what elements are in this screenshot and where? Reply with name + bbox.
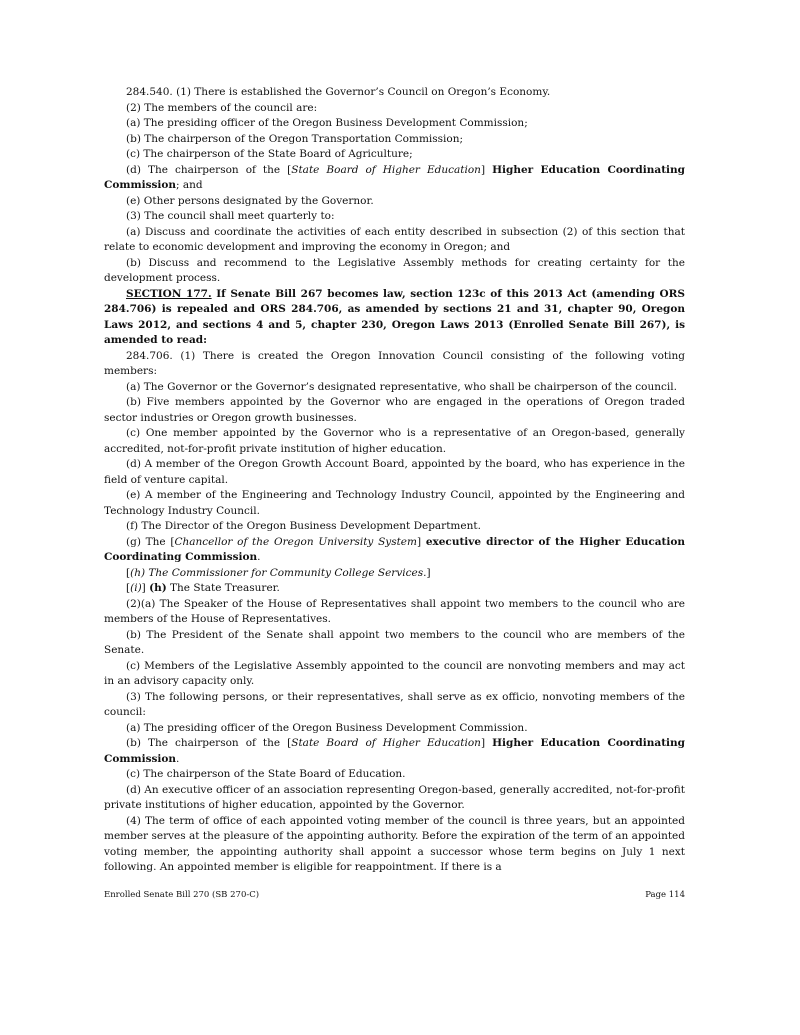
paragraph [104,736,685,767]
paragraph [104,194,685,210]
page-footer [104,890,685,904]
text-run: (a) The presiding officer of the Oregon Business Development Commission; [126,117,528,129]
text-run: (e) A member of the Engineering and Technology Industry Council, appointed by the Engineering and Technology Industry Council. [104,489,685,517]
text-run: ] [426,566,431,579]
text-run: Higher Education Coordinating Commission [104,163,686,191]
text-run: ] [141,582,150,594]
text-run: ] [480,163,493,176]
paragraph [104,519,685,535]
paragraph [104,209,685,225]
paragraph [104,101,685,117]
text-run: . [176,752,180,765]
paragraph [104,225,685,256]
text-run: . [257,551,261,563]
paragraph [104,132,685,148]
text-run: (a) Discuss and coordinate the activities of each entity described in subsection (2) of this section that relate to economic development and improving the economy in Oregon; and [104,225,685,253]
paragraph [104,395,685,426]
text-run: (b) The chairperson of the Oregon Transportation Commission; [126,132,464,145]
text-run: executive director of the Higher Education Coordinating Commission [104,535,686,563]
paragraph [104,659,685,690]
paragraph [104,426,685,457]
paragraph [104,566,685,582]
paragraph [104,256,685,287]
text-run: (c) The chairperson of the State Board of Education. [126,768,406,780]
text-run: [ [126,582,131,594]
text-run: State Board of Higher Education [291,163,481,176]
text-run: (b) The chairperson of the [ [126,737,292,749]
text-run: (e) Other persons designated by the Governor. [126,194,374,207]
text-run: (b) Five members appointed by the Governor who are engaged in the operations of Oregon traded sector industries or Oregon growth businesses. [104,396,685,424]
text-run: ] [416,535,426,548]
paragraph [104,457,685,488]
footer-page-number: Page 114 [645,890,685,900]
text-run: State Board of Higher Education [291,737,481,749]
text-run: (4) The term of office of each appointed voting member of the council is three years, but an appointed member serves at the pleasure of the appointing authority. Before the expiration of the term of an appointed voting member, the appointing authority shall appoint a successor whose term begins on July 1 next following. An appointed member is eligible for reappointment. If there is a [104,814,685,873]
text-run: (b) Discuss and recommend to the Legislative Assembly methods for creating certainty for the development process. [104,256,685,284]
text-run: (d) A member of the Oregon Growth Account Board, appointed by the board, who has experience in the field of venture capital. [104,458,685,486]
text-run: (2) The members of the council are: [126,101,318,114]
text-run: (d) The chairperson of the [ [126,163,292,176]
text-run: ] [480,737,493,749]
text-run: (h) The Commissioner for Community College Services. [130,566,427,579]
paragraph [104,767,685,783]
paragraph [104,380,685,396]
paragraph [104,147,685,163]
text-run: (3) The council shall meet quarterly to: [126,210,335,222]
text-run: (2)(a) The Speaker of the House of Representatives shall appoint two members to the council who are members of the House of Representatives. [104,597,685,625]
text-run: (b) The President of the Senate shall appoint two members to the council who are members of the Senate. [104,628,685,656]
text-run: (c) One member appointed by the Governor who is a representative of an Oregon-based, generally accredited, not-for-profit private institution of higher education. [104,427,685,455]
text-run: (g) The [ [126,535,175,548]
paragraph [104,597,685,628]
paragraph [104,581,685,597]
text-run: (d) An executive officer of an association representing Oregon-based, generally accredited, not-for-profit private institutions of higher education, appointed by the Governor. [104,783,685,811]
paragraph [104,535,685,566]
text-run: (c) The chairperson of the State Board of Agriculture; [126,148,413,160]
paragraph [104,814,685,876]
text-run: 284.540. (1) There is established the Governor’s Council on Oregon’s Economy. [126,86,551,98]
paragraph [104,163,685,194]
text-run: (c) Members of the Legislative Assembly appointed to the council are nonvoting members and may act in an advisory capacity only. [104,659,685,687]
text-run: 284.706. (1) There is created the Oregon Innovation Council consisting of the following voting members: [104,349,685,377]
text-run: (a) The presiding officer of the Oregon Business Development Commission. [126,721,528,734]
text-run: (i) [130,582,142,594]
paragraph [104,85,685,101]
paragraph [104,488,685,519]
text-run: The State Treasurer. [166,582,280,594]
text-run: [ [126,566,131,579]
text-run: (h) [149,582,167,594]
text-run: SECTION 177. [126,287,212,300]
paragraph [104,287,685,349]
paragraph [104,349,685,380]
text-run: (3) The following persons, or their representatives, shall serve as ex officio, nonvoting members of the council: [104,690,685,718]
text-run: If Senate Bill 267 becomes law, section 123c of this 2013 Act (amending ORS 284.706) is repealed and ORS 284.706, as amended by sections 21 and 31, chapter 90, Oregon Laws 2012, and sections 4 and 5, chapter 230, Oregon Laws 2013 (Enrolled Senate Bill 267), is amended to read: [104,287,685,346]
paragraph [104,690,685,721]
text-run: Chancellor of the Oregon University System [174,535,417,548]
paragraph [104,628,685,659]
paragraph [104,116,685,132]
text-run: ; and [176,179,203,191]
footer-bill-title: Enrolled Senate Bill 270 (SB 270-C) [104,890,260,900]
document-body [104,85,685,876]
text-run: Higher Education Coordinating Commission [104,737,686,765]
text-run: (a) The Governor or the Governor’s designated representative, who shall be chairperson of the council. [126,380,677,393]
paragraph [104,783,685,814]
text-run: (f) The Director of the Oregon Business Development Department. [126,520,481,532]
paragraph [104,721,685,737]
